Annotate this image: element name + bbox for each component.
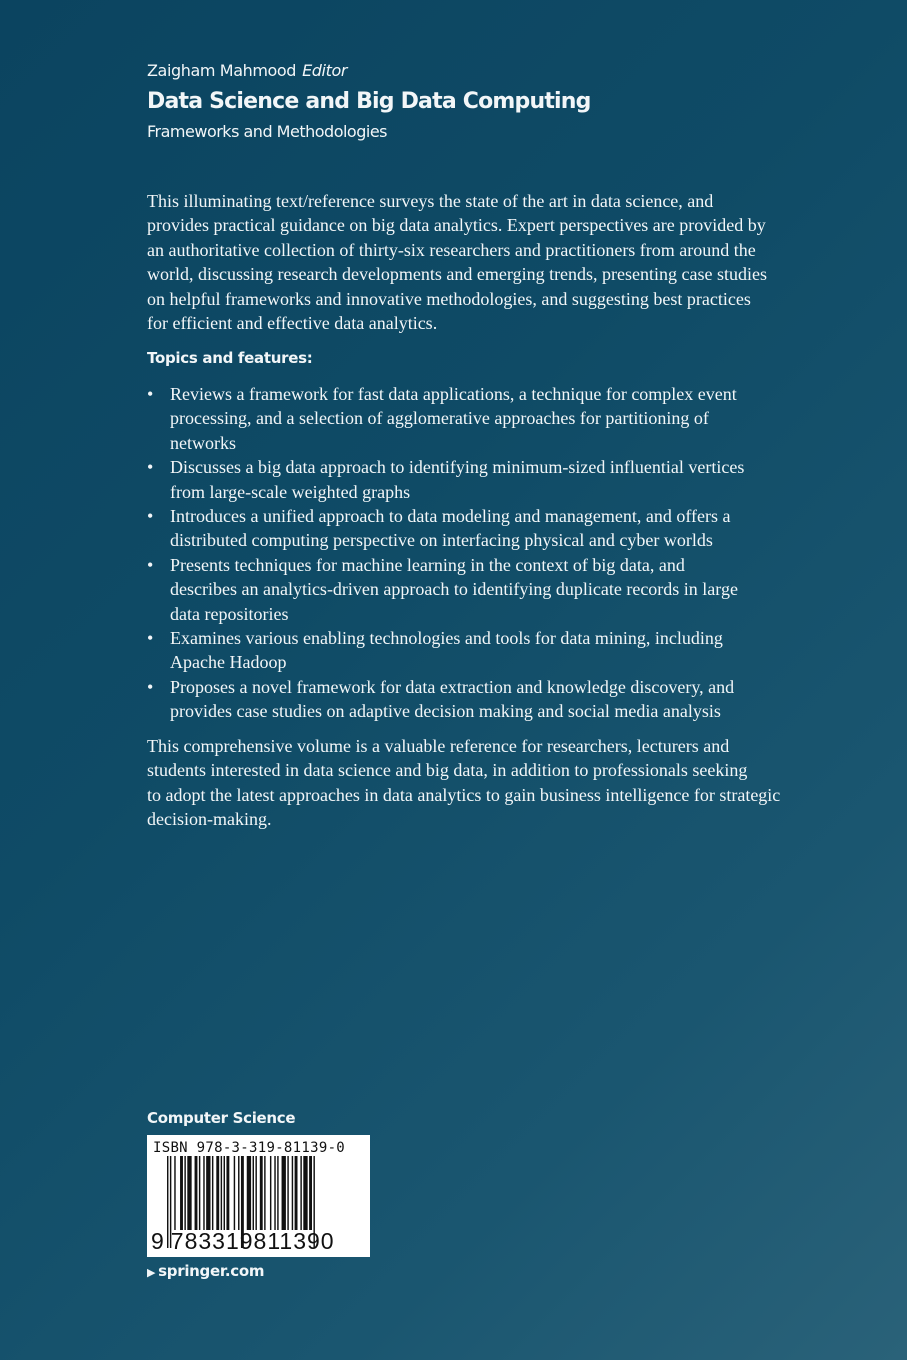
barcode-bar bbox=[303, 1156, 307, 1230]
text-line: This comprehensive volume is a valuable reference for researchers, lecturers and bbox=[147, 736, 730, 756]
barcode-bar bbox=[238, 1156, 239, 1230]
text-line: to adopt the latest approaches in data analytics to gain business intelligence for strategic bbox=[147, 784, 781, 805]
text-line: describes an analytics-driven approach to identifying duplicate records in large bbox=[170, 579, 738, 600]
topic-item bbox=[147, 382, 744, 455]
text-line: decision-making. bbox=[147, 809, 272, 830]
barcode-bar bbox=[174, 1156, 175, 1230]
text-line: • Examines various enabling technologies and tools for data mining, including bbox=[170, 628, 723, 649]
text-line: processing, and a selection of agglomerative approaches for partitioning of bbox=[170, 408, 709, 429]
publisher-link[interactable] bbox=[147, 1262, 264, 1280]
text-line: networks bbox=[170, 432, 236, 453]
text-line: world, discussing research developments and emerging trends, presenting case studies bbox=[147, 264, 768, 285]
barcode-bar bbox=[221, 1156, 222, 1230]
barcode-bar bbox=[195, 1156, 198, 1230]
text-line: students interested in data science and big data, in addition to professionals seeking bbox=[147, 760, 748, 781]
barcode-bar bbox=[216, 1156, 219, 1230]
isbn-barcode bbox=[147, 1135, 370, 1257]
barcode-bar bbox=[234, 1156, 235, 1230]
barcode-bar bbox=[180, 1156, 183, 1230]
text-line: provides case studies on adaptive decision making and social media analysis bbox=[170, 701, 721, 722]
text-line: • Proposes a novel framework for data extraction and knowledge discovery, and bbox=[170, 676, 735, 697]
closing-paragraph bbox=[147, 734, 827, 832]
publisher-url: springer.com bbox=[158, 1262, 265, 1280]
text-line: on helpful frameworks and innovative methodologies, and suggesting best practices bbox=[147, 288, 751, 309]
barcode-bar bbox=[199, 1156, 200, 1230]
text-line: • Reviews a framework for fast data applications, a technique for complex event bbox=[170, 384, 737, 404]
barcode-digits bbox=[151, 1228, 335, 1255]
barcode-bar bbox=[206, 1156, 210, 1230]
text-line: This illuminating text/reference surveys the state of the art in data science, and bbox=[147, 191, 714, 211]
barcode-bar bbox=[277, 1156, 278, 1230]
barcode-bar bbox=[295, 1156, 298, 1230]
book-subtitle: Frameworks and Methodologies bbox=[147, 122, 387, 141]
topics-heading: Topics and features: bbox=[147, 349, 313, 367]
barcode-bar bbox=[282, 1156, 286, 1230]
barcode-bar bbox=[270, 1156, 271, 1230]
editor-name: Zaigham Mahmood bbox=[147, 61, 297, 80]
text-line: data repositories bbox=[170, 603, 289, 624]
topic-item bbox=[147, 553, 744, 626]
barcode-bar bbox=[187, 1156, 191, 1230]
text-line: distributed computing perspective on interfacing physical and cyber worlds bbox=[170, 530, 713, 551]
isbn-label: ISBN 978-3-319-81139-0 bbox=[153, 1140, 346, 1156]
barcode-bar bbox=[309, 1156, 312, 1230]
barcode-bar bbox=[300, 1156, 301, 1230]
text-line: for efficient and effective data analytics. bbox=[147, 313, 438, 334]
barcode-number: 783319811390 bbox=[170, 1228, 335, 1254]
intro-paragraph bbox=[147, 189, 827, 335]
topic-item bbox=[147, 626, 744, 675]
editor-line bbox=[147, 61, 347, 80]
barcode-bar bbox=[253, 1156, 254, 1230]
text-line: Apache Hadoop bbox=[170, 652, 287, 673]
text-line: an authoritative collection of thirty-six researchers and practitioners from around the bbox=[147, 239, 756, 260]
barcode-bar bbox=[224, 1156, 225, 1230]
topic-item bbox=[147, 675, 744, 724]
book-title: Data Science and Big Data Computing bbox=[147, 89, 591, 114]
play-arrow-icon: ▶ bbox=[147, 1266, 156, 1279]
text-line: • Presents techniques for machine learning in the context of big data, and bbox=[170, 554, 685, 575]
barcode-bar bbox=[247, 1156, 251, 1230]
topic-item bbox=[147, 504, 744, 553]
topics-list bbox=[147, 382, 744, 724]
text-line: provides practical guidance on big data analytics. Expert perspectives are provided by bbox=[147, 215, 766, 236]
barcode-bar bbox=[292, 1156, 293, 1230]
barcode-bar bbox=[212, 1156, 213, 1230]
barcode-bar bbox=[264, 1156, 265, 1230]
barcode-bar bbox=[274, 1156, 275, 1230]
barcode-bar bbox=[287, 1156, 288, 1230]
text-line: from large-scale weighted graphs bbox=[170, 481, 411, 502]
editor-role: Editor bbox=[302, 61, 348, 80]
text-line: • Introduces a unified approach to data modeling and management, and offers a bbox=[170, 506, 731, 527]
barcode-bar bbox=[184, 1156, 185, 1230]
barcode-bar bbox=[203, 1156, 204, 1230]
barcode-first-digit: 9 bbox=[151, 1228, 165, 1254]
text-line: • Discusses a big data approach to identifying minimum-sized influential vertices bbox=[170, 457, 745, 478]
barcode-bar bbox=[226, 1156, 229, 1230]
barcode-bar bbox=[255, 1156, 256, 1230]
category-label: Computer Science bbox=[147, 1109, 296, 1127]
barcode-bar bbox=[260, 1156, 263, 1230]
topic-item bbox=[147, 455, 744, 504]
